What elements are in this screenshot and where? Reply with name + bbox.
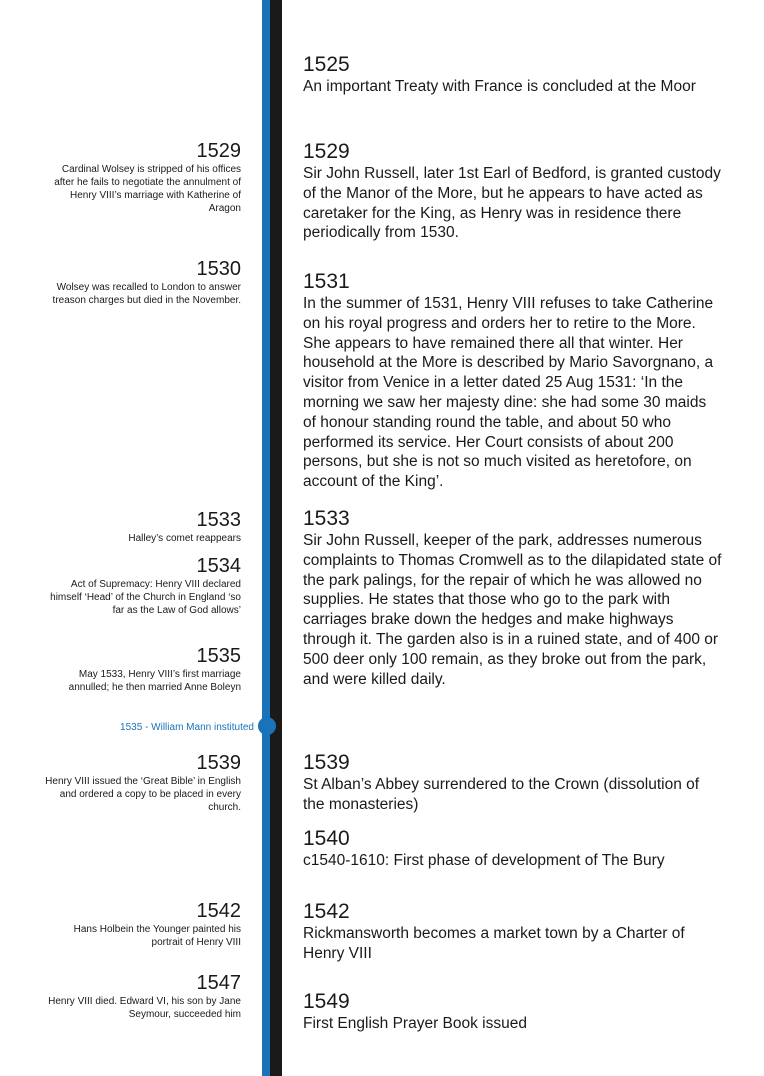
right-entry-text: In the summer of 1531, Henry VIII refuses to take Catherine on his royal progress and orders her to retire to the More. She appears to have remained there all that winter. Her household at the More is described by Mario Savorgnano, a visitor from Venice in a letter dated 25 Aug 1531: ‘In the morning we saw her majesty dine: she had some 30 maids of honour standing round the table, and about 50 who performed its service. Her Court consists of about 200 persons, but she is not so much visited as heretofore, on account of the King’. <box>303 295 714 491</box>
left-entry-text: Cardinal Wolsey is stripped of his offices after he fails to negotiate the annulment of Henry VIII’s marriage with Katherine of Aragon <box>54 164 241 214</box>
right-entry-year: 1540 <box>303 827 350 850</box>
right-entry-1529 <box>303 140 723 243</box>
left-entry-1535 <box>41 645 241 694</box>
left-entry-1530 <box>41 258 241 307</box>
right-entry-text: Sir John Russell, keeper of the park, addresses numerous complaints to Thomas Cromwell as to the dilapidated state of the park palings, for the repair of which he was allowed no supplies. He states that those who go to the park with carriages brake down the hedges and make highways through it. The garden also is in a ruined state, and of 400 or 500 deer only 100 remain, as they broke out from the park, and were killed daily. <box>303 532 722 688</box>
left-entry-year: 1542 <box>196 900 241 922</box>
left-entry-text: Halley’s comet reappears <box>128 533 241 544</box>
right-entry-year: 1549 <box>303 990 350 1013</box>
left-entry-1542 <box>41 900 241 949</box>
timeline-bar-blue <box>262 0 270 1076</box>
right-entry-year: 1539 <box>303 751 350 774</box>
left-entry-1529 <box>41 140 241 215</box>
timeline-marker-dot <box>258 717 276 735</box>
right-entry-1539 <box>303 751 723 815</box>
left-entry-text: Henry VIII died. Edward VI, his son by Jane Seymour, succeeded him <box>48 996 241 1020</box>
right-entry-text: Sir John Russell, later 1st Earl of Bedford, is granted custody of the Manor of the More, but he appears to have acted as caretaker for the King, as Henry was in residence there periodically from 1530. <box>303 165 721 242</box>
right-entry-text: First English Prayer Book issued <box>303 1015 527 1032</box>
right-entry-year: 1531 <box>303 270 350 293</box>
right-entry-text: Rickmansworth becomes a market town by a Charter of Henry VIII <box>303 925 685 962</box>
left-entry-year: 1539 <box>196 752 241 774</box>
right-entry-year: 1533 <box>303 507 350 530</box>
left-entry-year: 1547 <box>196 972 241 994</box>
right-entry-text: c1540-1610: First phase of development of The Bury <box>303 852 665 869</box>
right-entry-year: 1529 <box>303 140 350 163</box>
left-entry-year: 1529 <box>196 140 241 162</box>
right-entry-year: 1542 <box>303 900 350 923</box>
left-entry-text: Henry VIII issued the ‘Great Bible’ in English and ordered a copy to be placed in every church. <box>45 776 241 813</box>
right-entry-1525 <box>303 53 723 97</box>
left-entry-text: Hans Holbein the Younger painted his portrait of Henry VIII <box>73 924 241 948</box>
left-entry-1533 <box>41 509 241 545</box>
right-entry-text: An important Treaty with France is concluded at the Moor <box>303 78 696 95</box>
right-entry-1540 <box>303 827 723 871</box>
left-entry-text: May 1533, Henry VIII’s first marriage annulled; he then married Anne Boleyn <box>68 669 241 693</box>
left-entry-year: 1533 <box>196 509 241 531</box>
right-entry-1542 <box>303 900 723 964</box>
left-entry-year: 1535 <box>196 645 241 667</box>
right-entry-year: 1525 <box>303 53 350 76</box>
right-entry-1531 <box>303 270 723 492</box>
left-entry-1534 <box>41 555 241 617</box>
timeline-bar-black <box>270 0 282 1076</box>
left-entry-1547 <box>41 972 241 1021</box>
left-entry-text: Act of Supremacy: Henry VIII declared himself ‘Head’ of the Church in England ‘so far as the Law of God allows’ <box>50 579 241 616</box>
timeline-marker-label: 1535 - William Mann instituted <box>120 722 254 733</box>
left-entry-text: Wolsey was recalled to London to answer treason charges but died in the November. <box>52 282 241 306</box>
left-entry-1539 <box>41 752 241 814</box>
left-entry-year: 1534 <box>196 555 241 577</box>
right-entry-1549 <box>303 990 723 1034</box>
right-entry-1533 <box>303 507 723 689</box>
left-entry-year: 1530 <box>196 258 241 280</box>
right-entry-text: St Alban’s Abbey surrendered to the Crown (dissolution of the monasteries) <box>303 776 700 813</box>
